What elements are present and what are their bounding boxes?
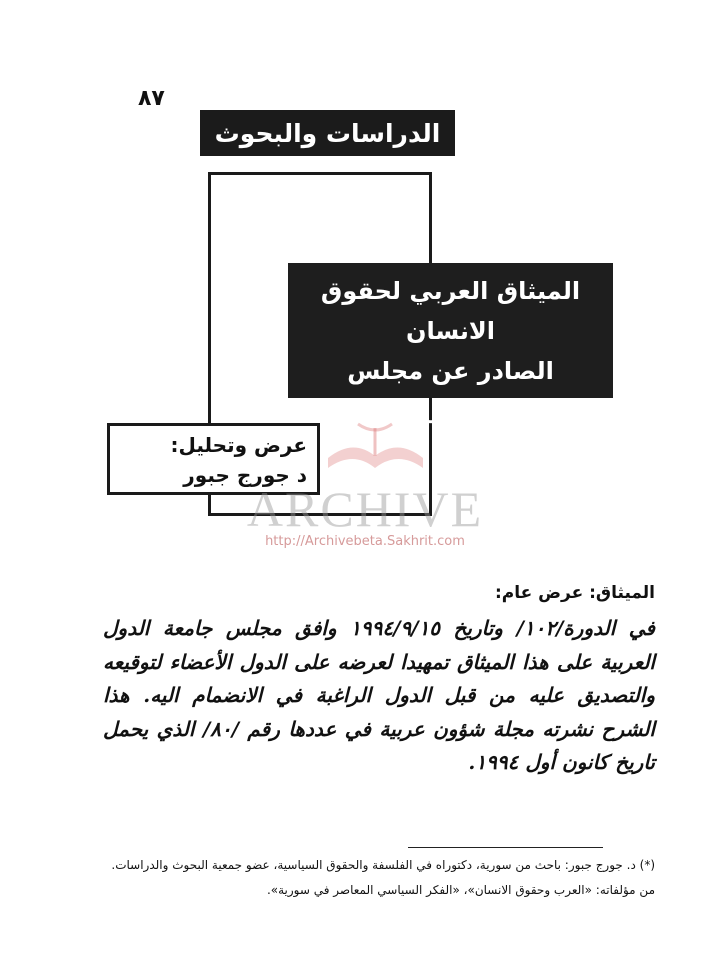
footnote: (*) د. جورج جبور: باحث من سورية، دكتوراه في الفلسفة والحقوق السياسية، عضو جمعية البحوث والدراسات. من مؤلفاته: «العرب وحقوق الانسان»، «الفكر السياسي المعاصر في سورية». bbox=[111, 858, 655, 897]
watermark-text: ARCHIVE bbox=[246, 481, 484, 537]
title-line-2: الصادر عن مجلس bbox=[347, 357, 554, 385]
title-line-3: جامعة الدول العربية bbox=[334, 397, 567, 425]
author-label: عرض وتحليل: bbox=[170, 433, 307, 457]
title-line-1: الميثاق العربي لحقوق الانسان bbox=[320, 277, 581, 345]
section-heading: الميثاق: عرض عام: bbox=[494, 583, 655, 603]
author-name: د جورج جبور bbox=[183, 463, 307, 487]
watermark-url: http://Archivebeta.Sakhrit.com bbox=[265, 534, 465, 549]
watermark-book-icon bbox=[318, 418, 433, 480]
article-title bbox=[288, 263, 613, 425]
page-number: ٨٧ bbox=[138, 86, 165, 111]
section-banner: الدراسات والبحوث bbox=[200, 110, 455, 156]
footnote-divider bbox=[408, 847, 603, 848]
body-paragraph: في الدورة/١٠٢/ وتاريخ ١٩٩٤/٩/١٥ وافق مجلس جامعة الدول العربية على هذا الميثاق تمهيدا لعرضه على الدول الأعضاء لتوقيعه والتصديق عليه من قبل الدول الراغبة في الانضمام اليه. هذا الشرح نشرته مجلة شؤون عربية في عددها رقم /٨٠/ الذي يحمل تاريخ كانون أول ١٩٩٤. bbox=[103, 616, 655, 774]
